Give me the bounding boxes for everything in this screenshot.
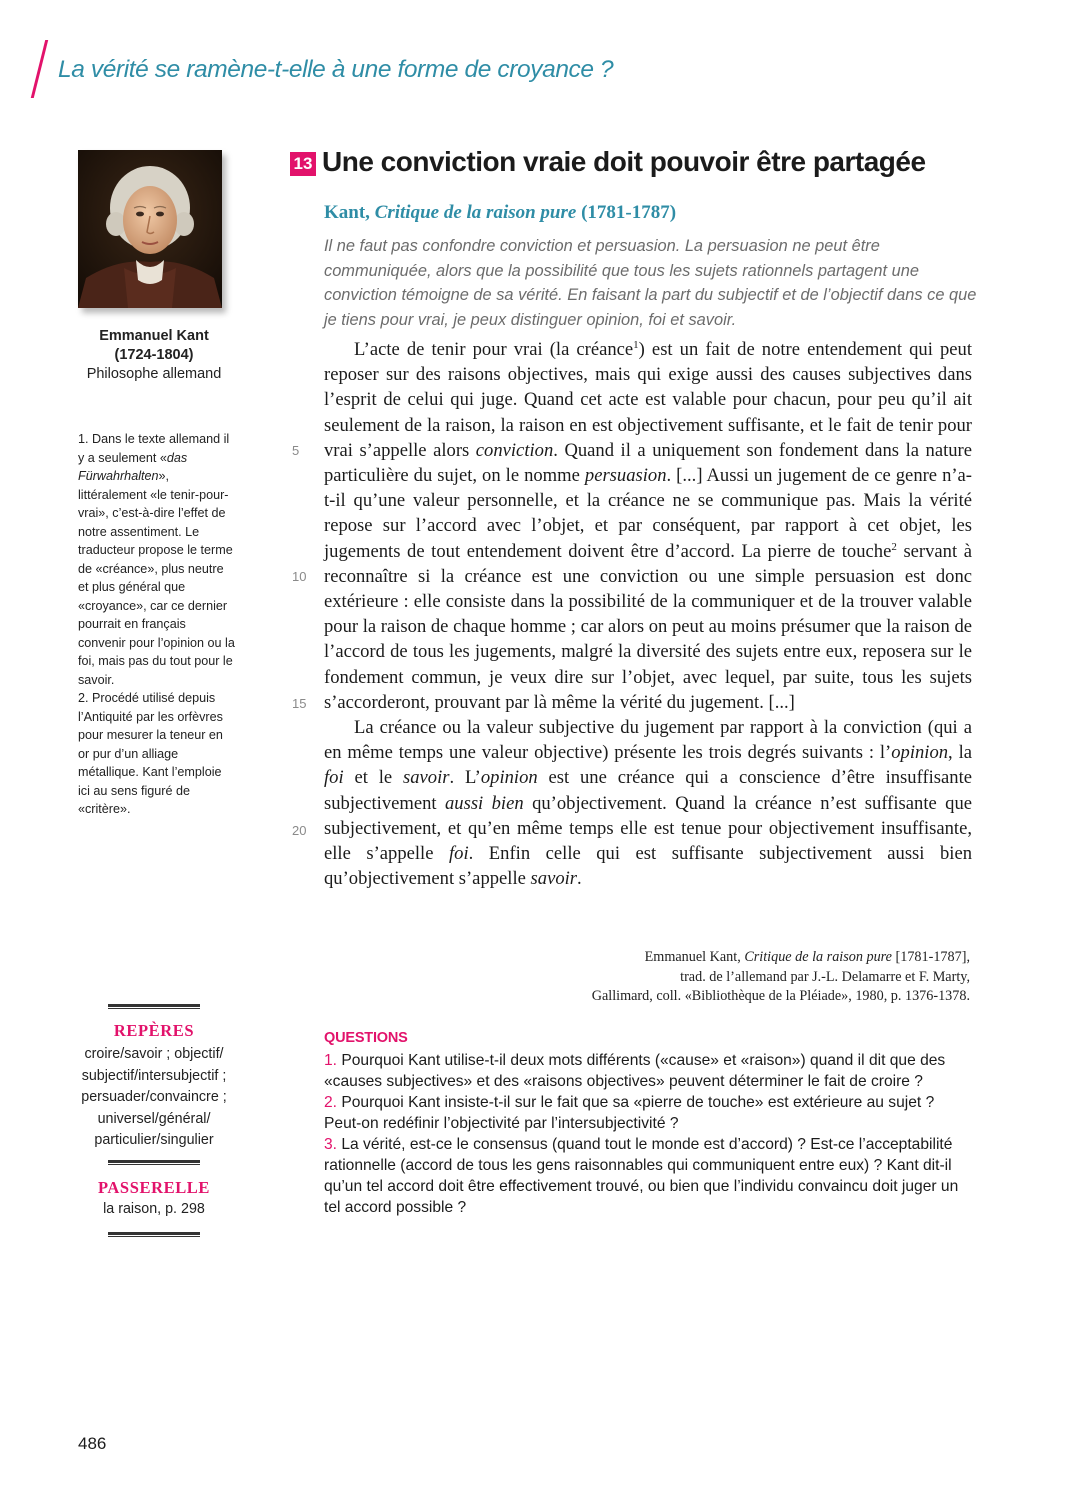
line-number-10: 10 <box>292 569 307 584</box>
footnote-ref-1[interactable]: 1 <box>633 338 639 351</box>
main-text <box>324 337 972 891</box>
footnotes <box>78 430 236 819</box>
question-2 <box>324 1092 974 1134</box>
footnote-1-text: 1. Dans le texte allemand il y a seulement « <box>78 432 230 465</box>
passerelle-link[interactable]: la raison, p. 298 <box>103 1201 205 1217</box>
text-span: et le <box>343 767 404 789</box>
text-span: . Quand il a uniquement son fondement dans la nature particulière du sujet, on le nomme <box>324 439 973 487</box>
term-opinion: opinion <box>480 767 538 789</box>
term-conviction: conviction <box>475 439 554 461</box>
citation-author: Emmanuel Kant, <box>644 949 745 965</box>
document-title: Une conviction vraie doit pouvoir être partagée <box>322 146 926 177</box>
term-savoir: savoir <box>403 767 450 789</box>
text-span: L’acte de tenir pour vrai (la créance <box>354 339 634 360</box>
footnote-1 <box>78 430 236 689</box>
footnote-1-rest: », littéralement «le tenir-pour-vrai», c’est-à-dire l’effet de notre assentiment. Le traducteur propose le terme de «créance», plus neutre et plus général que «croyance», car ce dernier pourrait en français convenir pour l’opinion ou la foi, mais pas du tout pour le savoir. <box>78 469 235 687</box>
document-number-badge: 13 <box>290 152 316 176</box>
text-span: est une créance qui a conscience d’être insuffisante subjectivement <box>324 767 973 814</box>
text-span: , la <box>948 742 972 764</box>
author-name: Emmanuel Kant <box>99 328 209 344</box>
question-3 <box>324 1134 974 1218</box>
citation-line-2: trad. de l’allemand par J.-L. Delamarre et F. Marty, <box>680 968 970 985</box>
source-author: Kant, <box>324 202 375 223</box>
citation-line-1 <box>460 948 970 968</box>
line-number-15: 15 <box>292 696 307 711</box>
kant-portrait <box>78 150 222 308</box>
line-number-20: 20 <box>292 823 307 838</box>
term-foi: foi <box>324 767 344 789</box>
term-savoir: savoir <box>530 868 578 890</box>
question-text: La vérité, est-ce le consensus (quand tout le monde est d’accord) ? Est-ce l’acceptabilité rationnelle (accord de tous les gens raisonnables qui communiquent entre eux) ? Kant dit-il qu’un tel accord doit être effectivement trouvé, ou bien que l’individu convaincu doit juger un tel accord possible ? <box>324 1136 959 1216</box>
author-caption <box>70 327 238 384</box>
term-opinion: opinion <box>891 742 949 764</box>
term-aussi-bien: aussi bien <box>444 792 524 814</box>
term-persuasion: persuasion <box>584 465 667 487</box>
text-span: La créance ou la valeur subjective du jugement par rapport à la conviction (qui a en même temps une valeur objective) présente les trois degrés suivants : l’ <box>324 717 972 764</box>
reperes-text: croire/savoir ; objectif/ subjectif/intersubjectif ; persuader/convaincre ; universel/général/ particulier/singulier <box>81 1046 227 1148</box>
document-intro <box>324 234 980 332</box>
line-number-5: 5 <box>292 443 300 458</box>
text-span: . L’ <box>449 767 481 789</box>
question-number: 3. <box>324 1136 338 1153</box>
author-role: Philosophe allemand <box>86 366 222 382</box>
question-number: 2. <box>324 1094 338 1111</box>
passerelle-rule-bottom <box>108 1232 200 1237</box>
reperes-rule-top <box>108 1004 200 1009</box>
paragraph-1 <box>324 337 972 715</box>
text-span: . Enfin celle qui est suffisante subjectivement aussi bien qu’objectivement s’appelle <box>324 843 972 890</box>
header-accent-bar <box>31 40 48 98</box>
questions-heading: QUESTIONS <box>324 1030 408 1046</box>
question-number: 1. <box>324 1052 338 1069</box>
text-span: servant à reconnaître si la créance est une conviction ou une simple persuasion est donc extérieure : elle consiste dans la possibilité de la communiquer et de la trouver valable pour la raison de chaque homme ; car alors on peut au moins présumer que la raison de l’accord de tous les jugements, malgré la diversité des sujets entre eux, reposera sur le fondement commun, je veux dire sur l’objet, avec lequel, par suite, tous les sujets s’accorderont, prouvant par là même la vérité du jugement. [...] <box>324 540 972 713</box>
text-span: ) est un fait de notre entendement qui peut reposer sur des raisons objectives, mais qui exige aussi des causes subjectives dans l’esprit de celui qui juge. Quand cet acte est valable pour chacun, pour peu qu’il ait seulement de la raison, la raison en est objectivement suffisante, et le fait de tenir pour vrai s’appelle alors <box>324 339 972 461</box>
citation <box>460 948 970 1007</box>
intro-text: Il ne faut pas confondre conviction et persuasion. La persuasion ne peut être communiquée, alors que la possibilité que tous les sujets rationnels partagent une conviction témoigne de sa vérité. En faisant la part du subjectif et de l’objectif dans ce que je tiens pour vrai, je peux distinguer opinion, foi et savoir. <box>324 237 977 329</box>
citation-work: Critique de la raison pure <box>744 949 892 965</box>
source-work: Critique de la raison pure <box>374 202 577 223</box>
passerelle-title: PASSERELLE <box>97 1178 211 1197</box>
source-dates: (1781-1787) <box>576 202 677 223</box>
page-number: 486 <box>78 1434 107 1453</box>
text-span: . [...] Aussi un jugement de ce genre n’a-t-il qu’une valeur personnelle, et la créance ne se communique pas. Mais la vérité repose sur l’accord avec l’objet, et par conséquent, par rapport à cet objet, les jugements de tout entendement doivent être d’accord. La pierre de touche <box>324 465 973 562</box>
running-header: La vérité se ramène-t-elle à une forme de croyance ? <box>58 56 614 83</box>
author-dates: (1724-1804) <box>114 347 194 363</box>
question-text: Pourquoi Kant insiste-t-il sur le fait que sa «pierre de touche» est extérieure au sujet ? Peut-on redéfinir l’objectivité par l’intersubjectivité ? <box>324 1094 935 1132</box>
portrait-image <box>78 150 222 308</box>
footnote-2: 2. Procédé utilisé depuis l’Antiquité par les orfèvres pour mesurer la teneur en or pur d’un alliage métallique. Kant l’emploie ici au sens figuré de «critère». <box>78 691 223 816</box>
paragraph-2 <box>324 715 972 891</box>
source-line <box>324 202 676 224</box>
questions-list <box>324 1050 974 1218</box>
question-1 <box>324 1050 974 1092</box>
text-span: . <box>577 868 582 890</box>
text-span: qu’objectivement. Quand la créance n’est suffisante que subjectivement, et qu’en même temps elle est tenue pour objectivement insuffisante, elle s’appelle <box>324 792 972 865</box>
footnote-ref-2[interactable]: 2 <box>891 540 897 553</box>
citation-line-3: Gallimard, coll. «Bibliothèque de la Pléiade», 1980, p. 1376-1378. <box>591 988 970 1004</box>
citation-dates: [1781-1787], <box>891 949 970 965</box>
reperes-rule-bottom <box>108 1160 200 1165</box>
footnote-1-term: das Fürwahrhalten <box>78 450 188 483</box>
reperes-title: REPÈRES <box>113 1021 195 1040</box>
term-foi: foi <box>449 843 469 865</box>
question-text: Pourquoi Kant utilise-t-il deux mots différents («cause» et «raison») quand il dit que des «causes subjectives» et des «raisons objectives» peuvent déterminer le fait de croire ? <box>324 1052 946 1090</box>
